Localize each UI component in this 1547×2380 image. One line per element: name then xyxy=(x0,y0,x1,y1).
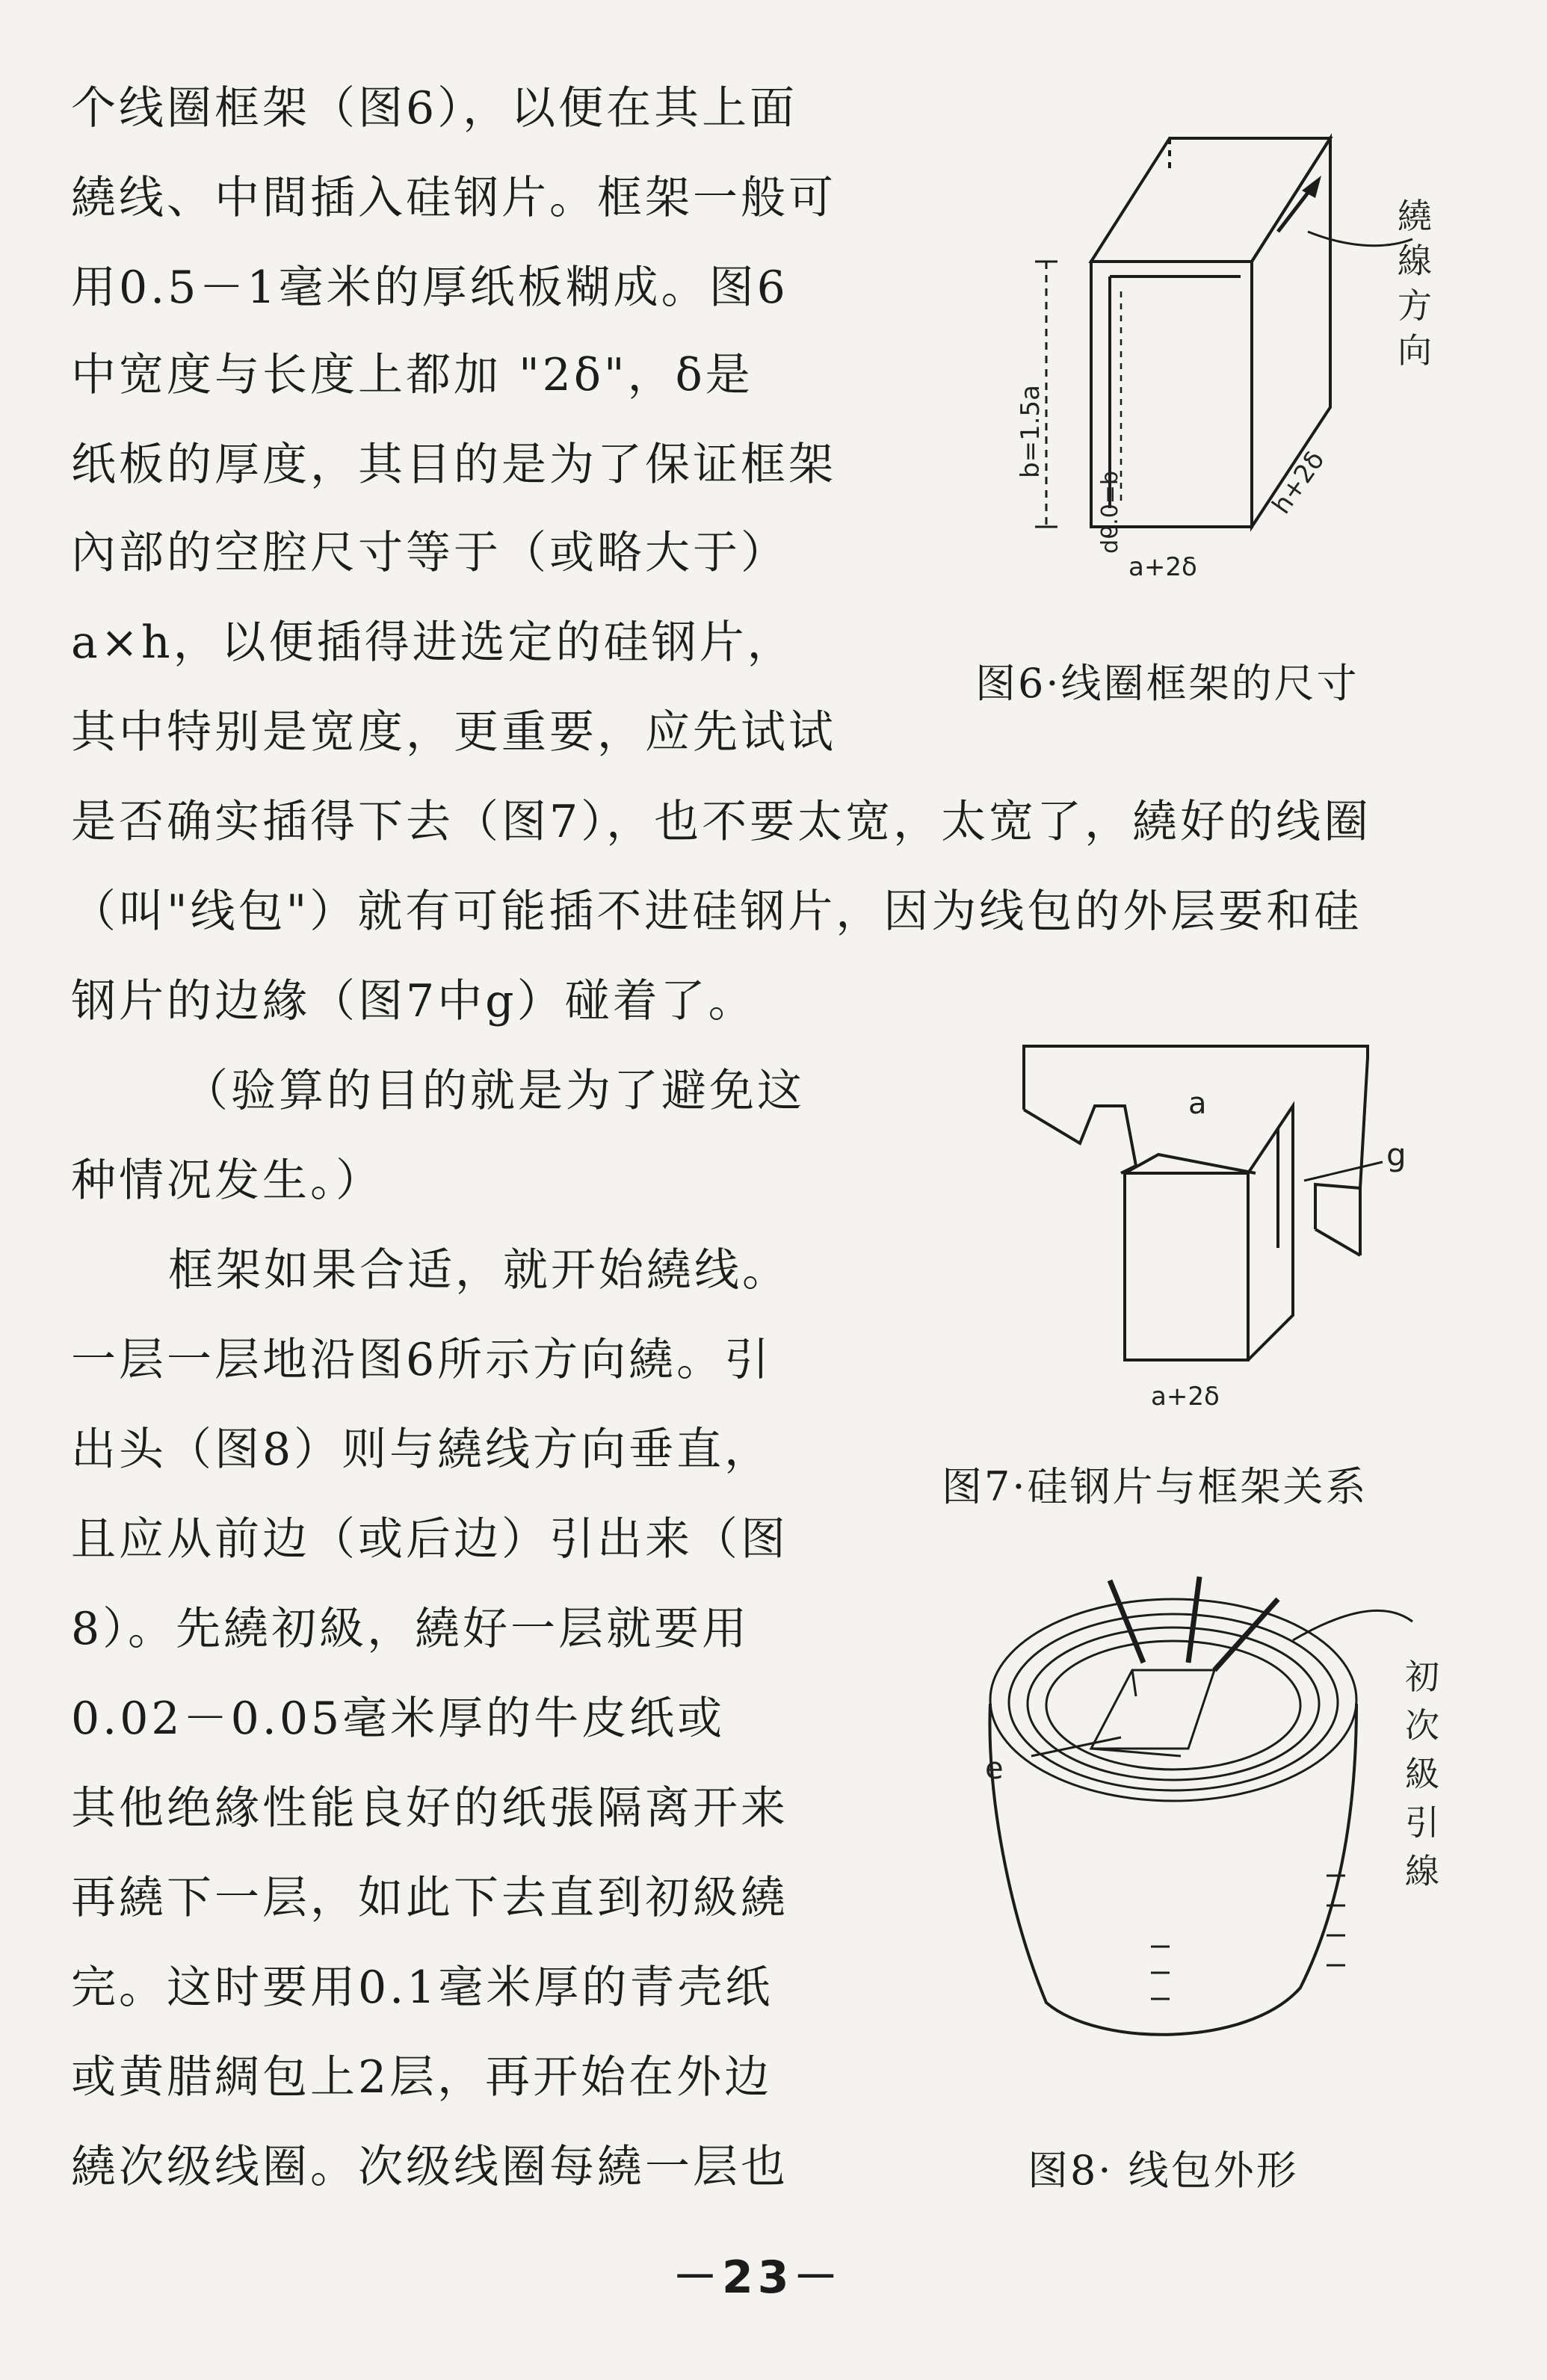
fig8-lead-char: 級 xyxy=(1405,1754,1439,1794)
text-line: 是否确实插得下去（图7），也不要太宽，太宽了，繞好的线圈 xyxy=(71,796,1372,848)
text-line: 再繞下一层，如此下去直到初級繞 xyxy=(71,1872,788,1924)
text-line: 个线圈框架（图6），以便在其上面 xyxy=(71,82,798,135)
figure-7-caption: 图7·硅钢片与框架关系 xyxy=(942,1463,1368,1510)
figure-7-steel-and-frame xyxy=(1009,1024,1457,1427)
text-line: 完。这时要用0.1毫米厚的青壳纸 xyxy=(71,1962,774,2014)
figure-6-caption: 图6·线圈框架的尺寸 xyxy=(975,660,1359,707)
figure-6-coil-frame xyxy=(994,120,1472,598)
text-line: 纸板的厚度，其目的是为了保证框架 xyxy=(71,439,836,491)
fig6-label-b: b=1.5a xyxy=(1016,385,1046,478)
text-line: 且应从前边（或后边）引出来（图 xyxy=(71,1513,788,1565)
text-line: 其他绝緣性能良好的纸張隔离开来 xyxy=(71,1782,788,1835)
text-line: （叫"线包"）就有可能插不进硅钢片，因为线包的外层要和硅 xyxy=(71,885,1362,938)
text-line: 出头（图8）则与繞线方向垂直， xyxy=(71,1424,773,1476)
fig8-lead-char: 次 xyxy=(1405,1705,1439,1746)
fig6-label-d: d=0.9b xyxy=(1097,471,1123,554)
fig6-direction-char: 繞 xyxy=(1398,196,1432,236)
fig6-direction-char: 線 xyxy=(1398,241,1432,281)
fig8-lead-char: 初 xyxy=(1405,1657,1439,1697)
fig7-label-g: g xyxy=(1386,1137,1406,1173)
text-line: 钢片的边緣（图7中g）碰着了。 xyxy=(71,975,756,1027)
text-line: 一层一层地沿图6所示方向繞。引 xyxy=(71,1334,773,1386)
fig7-label-a: a xyxy=(1188,1087,1207,1121)
text-line: a×h，以便插得进选定的硅钢片， xyxy=(71,616,795,669)
text-line: 其中特别是宽度，更重要，应先试试 xyxy=(71,706,836,758)
text-line: 繞线、中間插入硅钢片。框架一般可 xyxy=(71,172,836,224)
fig6-direction-char: 向 xyxy=(1398,330,1432,371)
fig8-label-e: e xyxy=(985,1752,1004,1786)
text-line: 或黄腊綢包上2层，再开始在外边 xyxy=(71,2051,773,2104)
text-line: 0.02－0.05毫米厚的牛皮纸或 xyxy=(71,1693,726,1745)
text-line: 內部的空腔尺寸等于（或略大于） xyxy=(71,527,788,579)
text-line: 中宽度与长度上都加 "2δ"，δ是 xyxy=(71,349,753,401)
text-line: 繞次级线圈。次级线圈每繞一层也 xyxy=(71,2141,788,2193)
fig6-label-depth: h+2δ xyxy=(1266,445,1331,520)
text-line: （验算的目的就是为了避免这 xyxy=(183,1065,805,1117)
figure-8-coil-package xyxy=(964,1554,1472,2062)
fig6-direction-char: 方 xyxy=(1398,285,1432,326)
figure-8-caption: 图8· 线包外形 xyxy=(1028,2147,1299,2194)
text-line: 种情况发生。） xyxy=(71,1155,383,1207)
fig8-lead-char: 引 xyxy=(1405,1802,1439,1843)
page-number: －23－ xyxy=(673,2251,843,2304)
text-line: 框架如果合适，就开始繞线。 xyxy=(168,1244,790,1296)
fig8-lead-char: 線 xyxy=(1405,1851,1439,1891)
text-line: 用0.5－1毫米的厚纸板糊成。图6 xyxy=(71,262,788,314)
fig6-label-width: a+2δ xyxy=(1128,552,1197,582)
text-line: 8）。先繞初級，繞好一层就要用 xyxy=(71,1603,750,1655)
fig7-label-width: a+2δ xyxy=(1151,1382,1220,1412)
